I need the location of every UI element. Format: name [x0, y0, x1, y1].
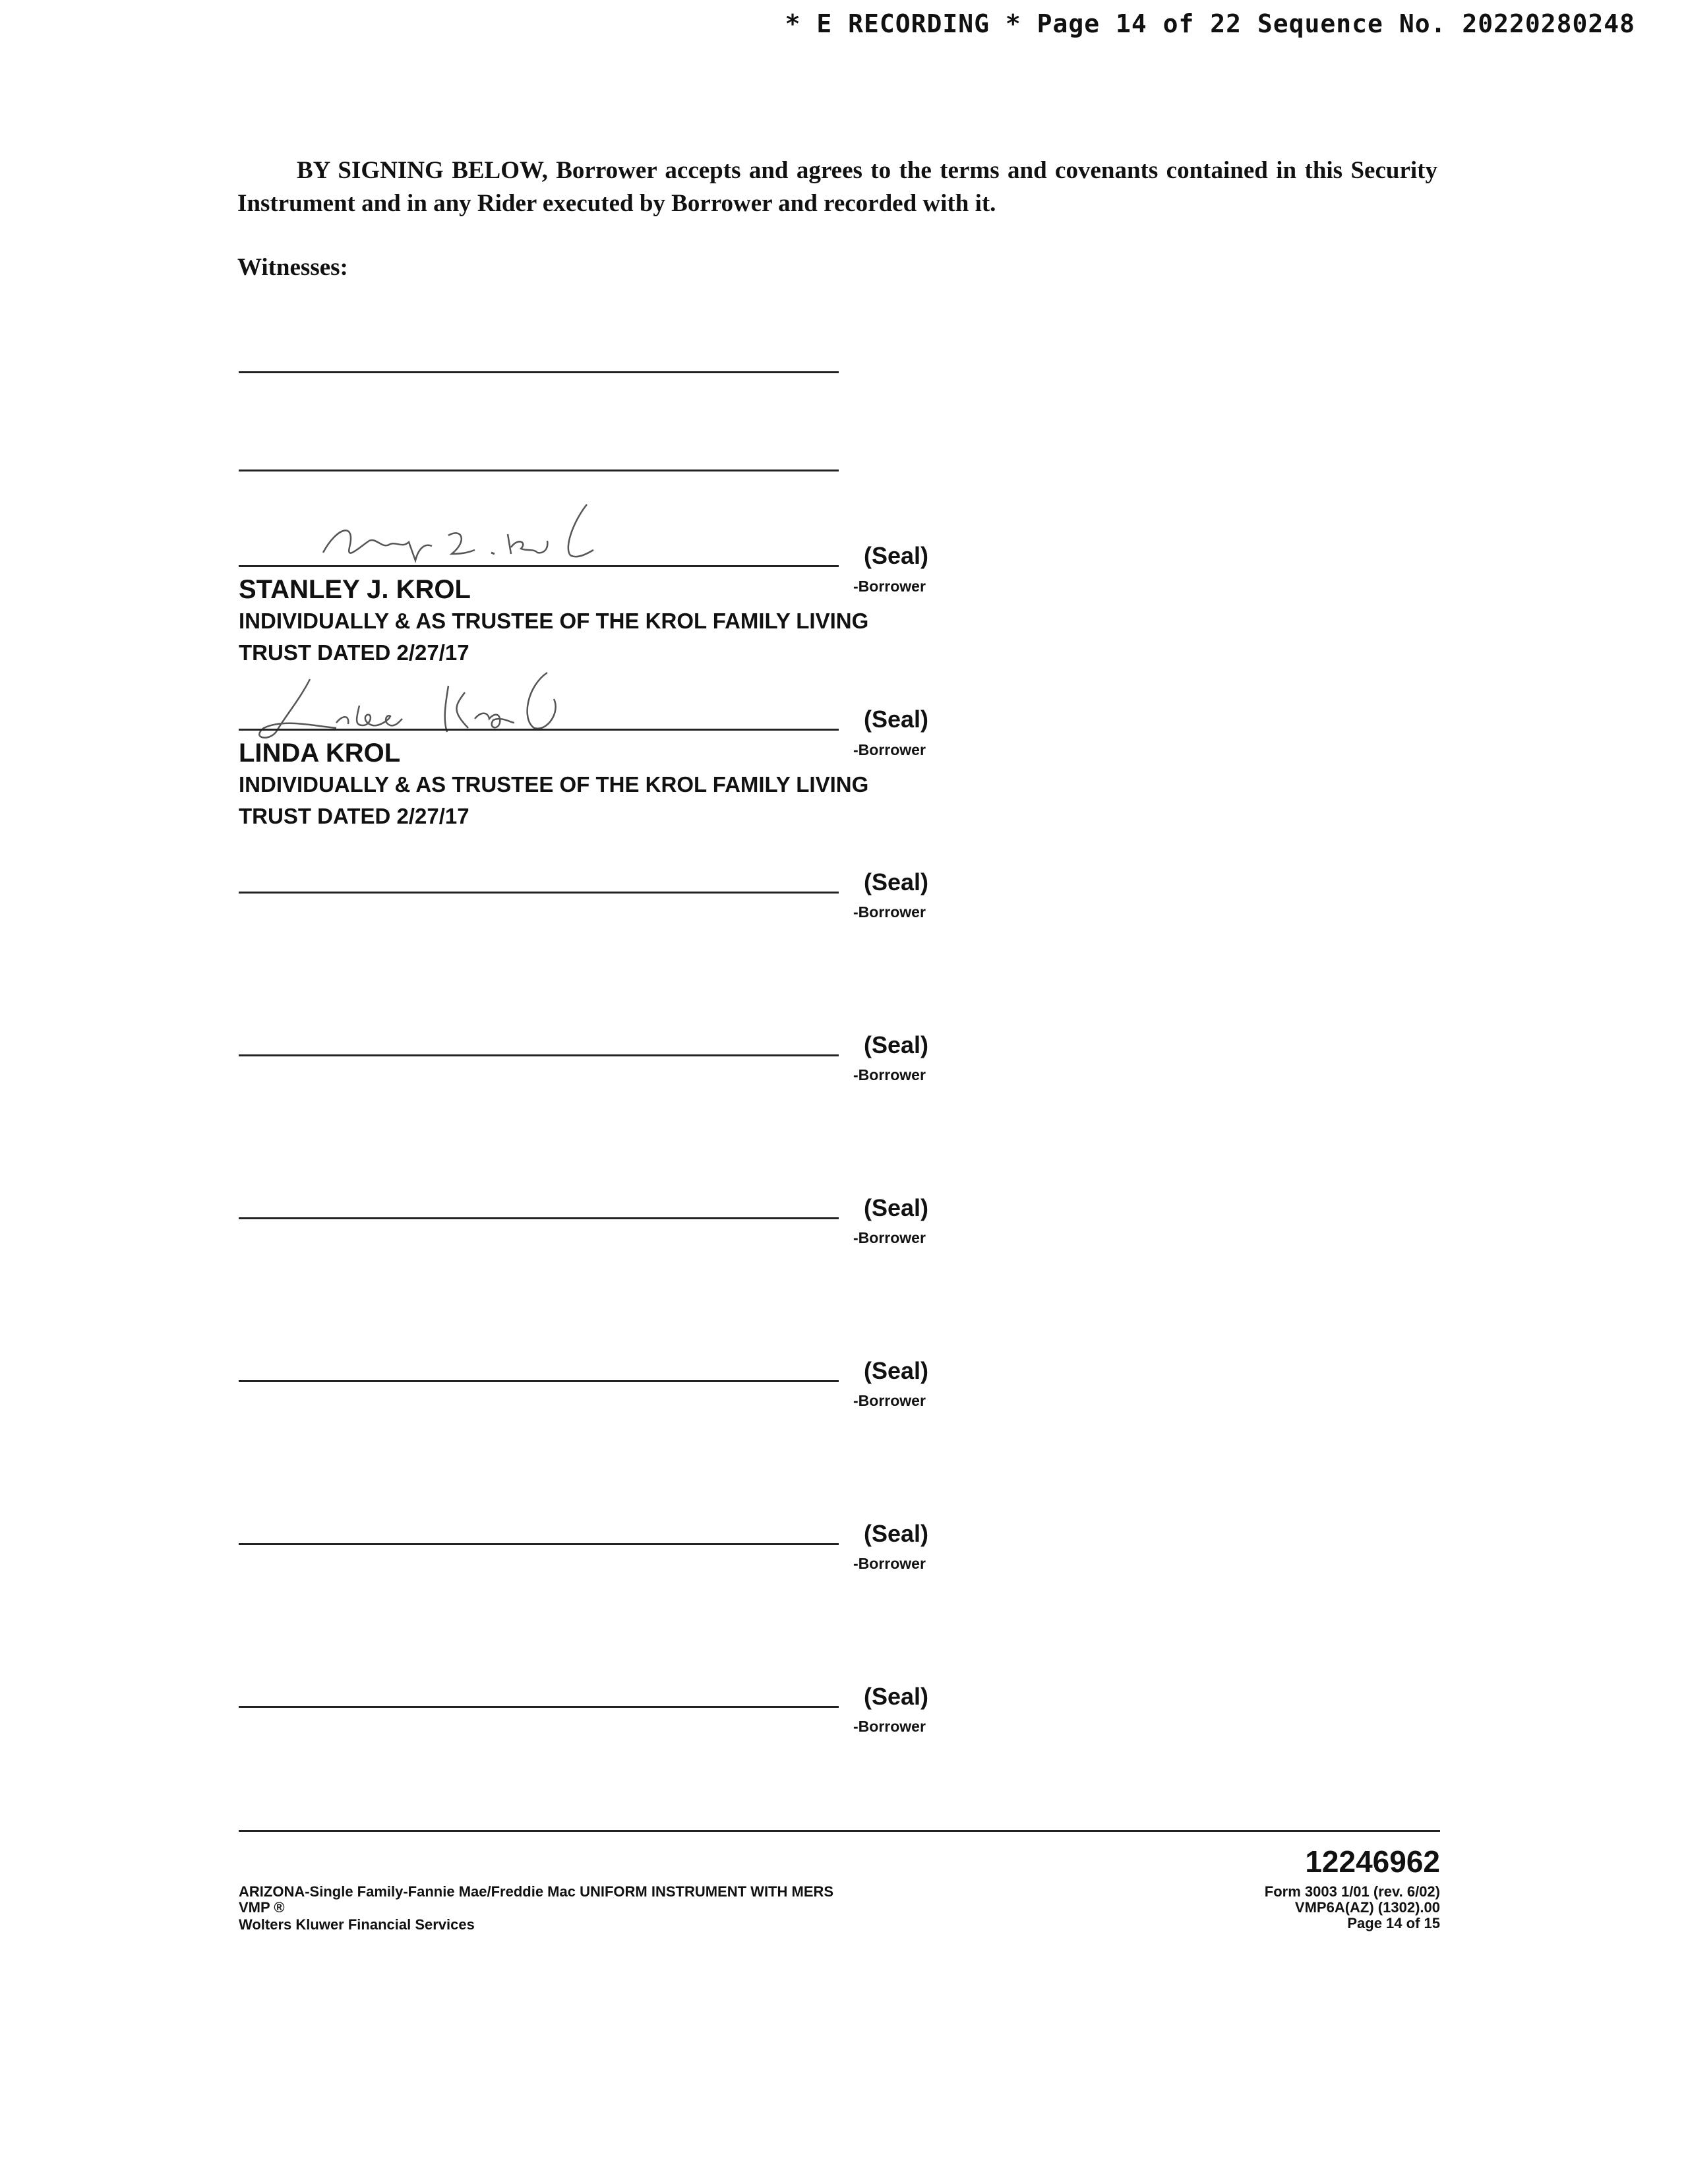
seal-label: (Seal) — [864, 1357, 929, 1384]
witness-signature-line — [239, 470, 839, 471]
seal-label: (Seal) — [864, 1683, 929, 1710]
borrower-name: STANLEY J. KROL — [239, 575, 471, 604]
signing-statement: BY SIGNING BELOW, Borrower accepts and agrees to the terms and covenants contained in this Security Instrument and in any Rider executed by Borrower and recorded with it. — [237, 157, 1437, 217]
borrower-signature-line — [239, 1380, 839, 1382]
borrower-label: -Borrower — [853, 903, 926, 921]
form-description: ARIZONA-Single Family-Fannie Mae/Freddie Mac UNIFORM INSTRUMENT WITH MERS — [239, 1883, 834, 1900]
borrower-label: -Borrower — [853, 578, 926, 595]
publisher-name: Wolters Kluwer Financial Services — [239, 1916, 475, 1933]
borrower-label: -Borrower — [853, 1066, 926, 1083]
borrower-label: -Borrower — [853, 1718, 926, 1735]
borrower-label: -Borrower — [853, 741, 926, 758]
seal-label: (Seal) — [864, 706, 929, 733]
recording-header: * E RECORDING * Page 14 of 22 Sequence No. 20220280248 — [785, 9, 1635, 38]
borrower-label: -Borrower — [853, 1229, 926, 1246]
borrower-signature-line — [239, 1706, 839, 1708]
borrower-signature-linda — [237, 659, 607, 745]
form-number: Form 3003 1/01 (rev. 6/02) — [1264, 1883, 1440, 1900]
borrower-capacity: INDIVIDUALLY & AS TRUSTEE OF THE KROL FAMILY LIVING — [239, 772, 869, 797]
seal-label: (Seal) — [864, 1194, 929, 1221]
witness-signature-line — [239, 371, 839, 373]
borrower-capacity: TRUST DATED 2/27/17 — [239, 640, 469, 665]
seal-label: (Seal) — [864, 1031, 929, 1058]
borrower-signature-line — [239, 1054, 839, 1056]
borrower-signature-line — [239, 1217, 839, 1219]
document-number: 12246962 — [1305, 1844, 1440, 1879]
borrower-name: LINDA KROL — [239, 739, 401, 768]
borrower-signature-line — [239, 565, 839, 567]
page-number: Page 14 of 15 — [1347, 1915, 1440, 1931]
borrower-label: -Borrower — [853, 1392, 926, 1409]
borrower-capacity: TRUST DATED 2/27/17 — [239, 804, 469, 828]
vmp-mark: VMP ® — [239, 1899, 285, 1916]
borrower-label: -Borrower — [853, 1555, 926, 1572]
borrower-signature-stanley — [310, 501, 600, 574]
footer-rule — [239, 1830, 1440, 1832]
form-code: VMP6A(AZ) (1302).00 — [1294, 1899, 1440, 1916]
borrower-signature-line — [239, 1543, 839, 1545]
borrower-signature-line — [239, 729, 839, 731]
witnesses-label: Witnesses: — [237, 254, 348, 281]
borrower-signature-line — [239, 892, 839, 894]
borrower-capacity: INDIVIDUALLY & AS TRUSTEE OF THE KROL FAMILY LIVING — [239, 609, 869, 633]
seal-label: (Seal) — [864, 868, 929, 895]
seal-label: (Seal) — [864, 542, 929, 569]
seal-label: (Seal) — [864, 1520, 929, 1547]
